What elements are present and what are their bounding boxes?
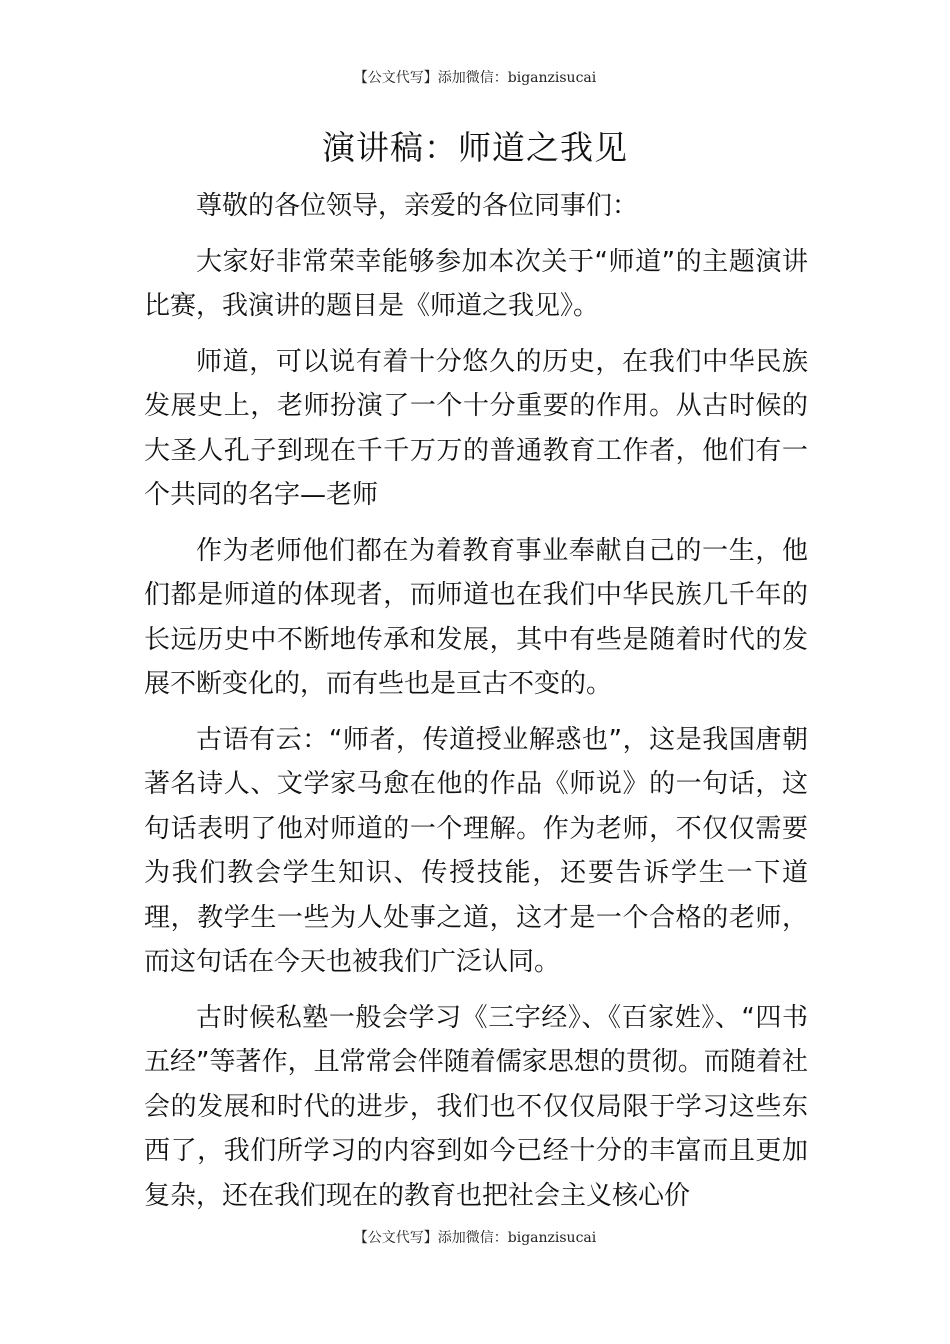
paragraph-greeting: 大家好非常荣幸能够参加本次关于“师道”的主题演讲比赛，我演讲的题目是《师道之我见》。 [144,246,808,321]
paragraph-salutation: 尊敬的各位领导，亲爱的各位同事们： [196,191,639,221]
paragraph-curriculum: 古时候私塾一般会学习《三字经》、《百家姓》、“四书五经”等著作，且常常会伴随着儒家思想的贯彻。而随着社会的发展和时代的进步，我们也不仅仅局限于学习这些东西了，我们所学习的内容到如今已经十分的丰富而且更加复杂，还在我们现在的教育也把社会主义核心价 [144,1002,808,1211]
document-body [144,184,808,1229]
paragraph-quote: 古语有云：“师者，传道授业解惑也”，这是我国唐朝著名诗人、文学家马愈在他的作品《师说》的一句话，这句话表明了他对师道的一个理解。作为老师，不仅仅需要为我们教会学生知识、传授技能，还要告诉学生一下道理，教学生一些为人处事之道，这才是一个合格的老师，而这句话在今天也被我们广泛认同。 [144,724,808,977]
paragraph-history: 师道，可以说有着十分悠久的历史，在我们中华民族发展史上，老师扮演了一个十分重要的作用。从古时候的大圣人孔子到现在千千万万的普通教育工作者，他们有一个共同的名字—老师 [144,346,808,510]
footer-watermark-note: 【公文代写】添加微信：biganzisucai [353,1230,597,1246]
paragraph-dedication: 作为老师他们都在为着教育事业奉献自己的一生，他们都是师道的体现者，而师道也在我们中华民族几千年的长远历史中不断地传承和发展，其中有些是随着时代的发展不断变化的，而有些也是亘古不变的。 [144,535,808,699]
document-title: 演讲稿：师道之我见 [322,128,628,167]
header-watermark-note: 【公文代写】添加微信：biganzisucai [353,70,597,86]
